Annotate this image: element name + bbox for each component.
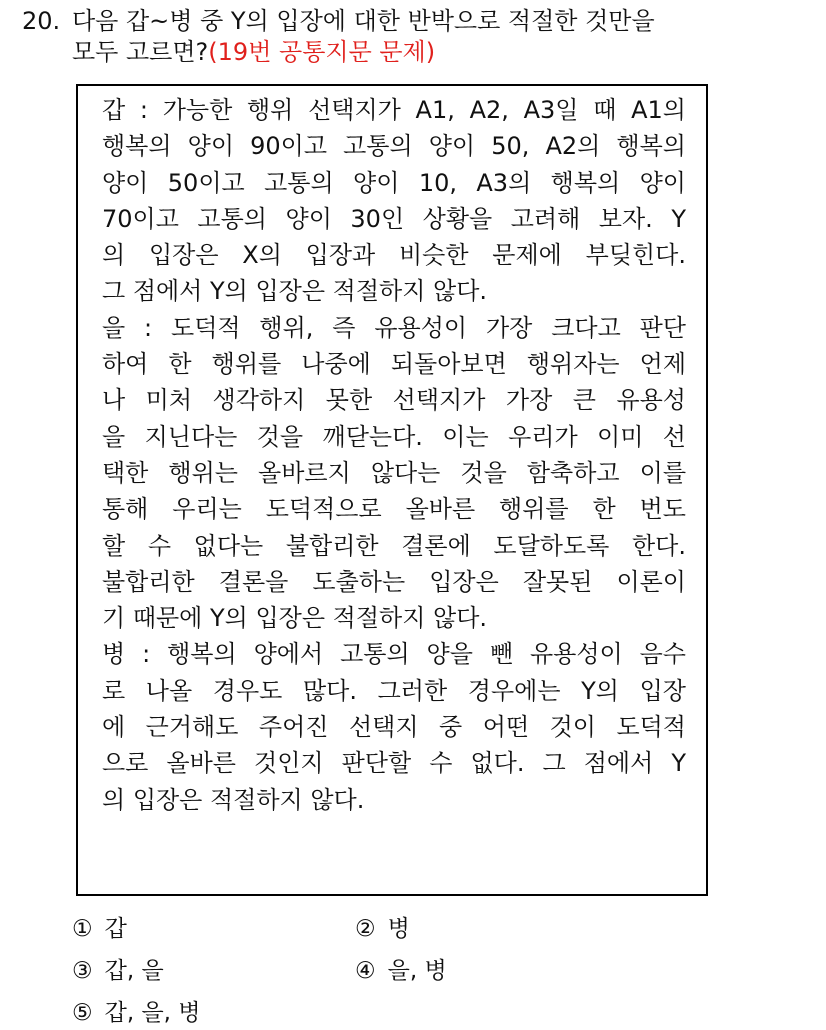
passage-line: 불합리한 결론을 도출하는 입장은 잘못된 이론이 — [102, 567, 686, 596]
passage-line: 병 : 행복의 양에서 고통의 양을 뺀 유용성이 음수 — [102, 640, 686, 669]
passage-line: 나 미처 생각하지 못한 선택지가 가장 큰 유용성 — [102, 386, 686, 415]
choice-text: 병 — [387, 916, 410, 942]
passage-line: 하여 한 행위를 나중에 되돌아보면 행위자는 언제 — [102, 350, 686, 379]
choice-mark: ③ — [72, 958, 93, 984]
passage-line: 을 : 도덕적 행위, 즉 유용성이 가장 크다고 판단 — [102, 313, 686, 342]
passage-line: 그 점에서 Y의 입장은 적절하지 않다. — [102, 277, 488, 306]
choice-1[interactable] — [72, 912, 127, 946]
passage-line: 양이 50이고 고통의 양이 10, A3의 행복의 양이 — [102, 168, 686, 197]
choice-mark: ① — [72, 916, 93, 942]
choice-mark: ⑤ — [72, 1000, 93, 1026]
choice-text: 을, 병 — [387, 958, 447, 984]
question-number: 20. — [22, 7, 61, 35]
choice-5[interactable] — [72, 996, 201, 1030]
passage-line: 기 때문에 Y의 입장은 적절하지 않다. — [102, 604, 488, 633]
passage-line: 70이고 고통의 양이 30인 상황을 고려해 보자. Y — [102, 204, 686, 233]
choice-mark: ② — [355, 916, 376, 942]
passage-line: 할 수 없다는 불합리한 결론에 도달하도록 한다. — [102, 531, 686, 560]
choice-4[interactable] — [355, 954, 447, 988]
choice-mark: ④ — [355, 958, 376, 984]
passage-lines — [102, 92, 686, 818]
question-text-line1: 다음 갑~병 중 Y의 입장에 대한 반박으로 적절한 것만을 — [72, 7, 655, 35]
question-stem — [22, 6, 655, 68]
question-note: (19번 공통지문 문제) — [208, 38, 436, 66]
passage-line: 로 나올 경우도 많다. 그러한 경우에는 Y의 입장 — [102, 676, 686, 705]
passage-line: 을 지닌다는 것을 깨닫는다. 이는 우리가 이미 선 — [102, 422, 686, 451]
passage-line: 의 입장은 X의 입장과 비슷한 문제에 부딪힌다. — [102, 241, 686, 270]
choice-2[interactable] — [355, 912, 410, 946]
passage-line: 으로 올바른 것인지 판단할 수 없다. 그 점에서 Y — [102, 749, 686, 778]
passage-line: 갑 : 가능한 행위 선택지가 A1, A2, A3일 때 A1의 — [102, 96, 686, 124]
passage-line: 에 근거해도 주어진 선택지 중 어떤 것이 도덕적 — [102, 713, 686, 742]
passage-line: 행복의 양이 90이고 고통의 양이 50, A2의 행복의 — [102, 132, 686, 161]
choice-text: 갑, 을 — [104, 958, 164, 984]
choice-text: 갑 — [104, 916, 127, 942]
passage-line: 의 입장은 적절하지 않다. — [102, 785, 365, 814]
passage-line: 택한 행위는 올바르지 않다는 것을 함축하고 이를 — [102, 458, 686, 487]
choice-text: 갑, 을, 병 — [104, 1000, 201, 1026]
passage-line: 통해 우리는 도덕적으로 올바른 행위를 한 번도 — [102, 495, 686, 524]
choice-3[interactable] — [72, 954, 164, 988]
question-text-line2: 모두 고르면? — [72, 38, 209, 66]
passage-box — [76, 84, 708, 896]
